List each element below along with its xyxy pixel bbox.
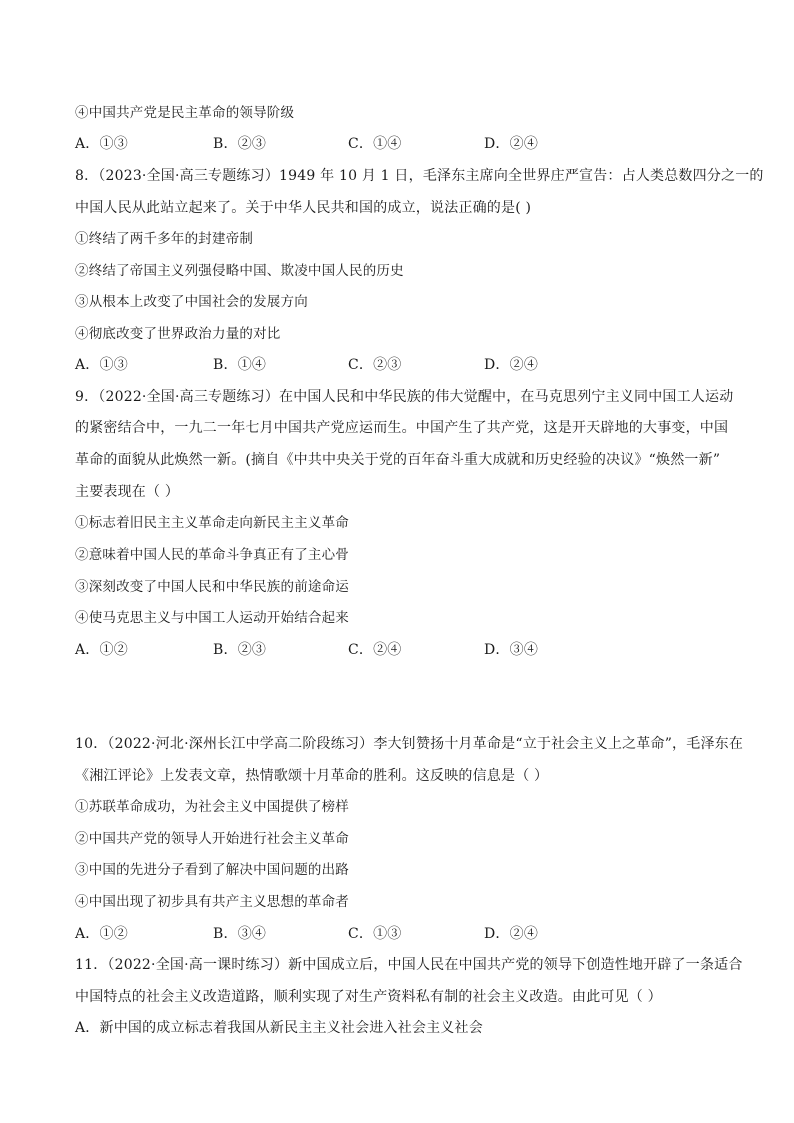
q8-stem-line-2: 中国人民从此站立起来了。关于中华人民共和国的成立，说法正确的是( ) — [75, 200, 532, 216]
q9-statement-3: ③深刻改变了中国人民和中华民族的前途命运 — [75, 579, 349, 595]
q8-option-c[interactable]: C．②③ — [348, 357, 402, 373]
q8-statement-3: ③从根本上改变了中国社会的发展方向 — [75, 294, 308, 310]
q8-option-d[interactable]: D．②④ — [484, 357, 539, 373]
q10-stem-line-1: 10．（2022·河北·深州长江中学高二阶段练习）李大钊赞扬十月革命是“立于社会主义上之革命”，毛泽东在 — [75, 736, 744, 752]
q7-statement-4: ④中国共产党是民主革命的领导阶级 — [75, 105, 295, 121]
q9-statement-2: ②意味着中国人民的革命斗争真正有了主心骨 — [75, 547, 349, 563]
q10-statement-2: ②中国共产党的领导人开始进行社会主义革命 — [75, 831, 349, 847]
q7-option-a[interactable]: A．①③ — [75, 136, 128, 152]
q8-statement-4: ④彻底改变了世界政治力量的对比 — [75, 326, 281, 342]
q8-statement-1: ①终结了两千多年的封建帝制 — [75, 231, 254, 247]
q9-option-a[interactable]: A．①② — [75, 642, 128, 658]
q11-option-a[interactable]: A．新中国的成立标志着我国从新民主主义社会进入社会主义社会 — [75, 1020, 483, 1036]
q9-stem-line-4: 主要表现在（ ） — [75, 484, 180, 500]
q7-option-d[interactable]: D．②④ — [484, 136, 539, 152]
q7-option-b[interactable]: B．②③ — [213, 136, 267, 152]
q10-statement-4: ④中国出现了初步具有共产主义思想的革命者 — [75, 894, 349, 910]
q10-option-b[interactable]: B．③④ — [213, 926, 267, 942]
q9-statement-4: ④使马克思主义与中国工人运动开始结合起来 — [75, 610, 349, 626]
q10-option-c[interactable]: C．①③ — [348, 926, 402, 942]
q10-option-d[interactable]: D．②④ — [484, 926, 539, 942]
q10-option-a[interactable]: A．①② — [75, 926, 128, 942]
q10-statement-3: ③中国的先进分子看到了解决中国问题的出路 — [75, 862, 349, 878]
q10-statement-1: ①苏联革命成功，为社会主义中国提供了榜样 — [75, 799, 349, 815]
q7-option-c[interactable]: C．①④ — [348, 136, 402, 152]
q8-option-a[interactable]: A．①③ — [75, 357, 128, 373]
q9-stem-line-2: 的紧密结合中，一九二一年七月中国共产党应运而生。中国产生了共产党，这是开天辟地的大事变，中国 — [75, 420, 729, 436]
q11-stem-line-2: 中国特点的社会主义改造道路，顺利实现了对生产资料私有制的社会主义改造。由此可见（ ） — [75, 989, 662, 1005]
q9-option-b[interactable]: B．②③ — [213, 642, 267, 658]
q9-stem-line-1: 9．（2022·全国·高三专题练习）在中国人民和中华民族的伟大觉醒中，在马克思列宁主义同中国工人运动 — [75, 389, 734, 405]
q8-stem-line-1: 8．（2023·全国·高三专题练习）1949 年 10 月 1 日，毛泽东主席向全世界庄严宣告：占人类总数四分之一的 — [75, 168, 764, 184]
q8-statement-2: ②终结了帝国主义列强侵略中国、欺凌中国人民的历史 — [75, 263, 404, 279]
q9-statement-1: ①标志着旧民主主义革命走向新民主主义革命 — [75, 515, 349, 531]
q8-option-b[interactable]: B．①④ — [213, 357, 267, 373]
q9-option-c[interactable]: C．②④ — [348, 642, 402, 658]
q9-option-d[interactable]: D．③④ — [484, 642, 539, 658]
q11-stem-line-1: 11．（2022·全国·高一课时练习）新中国成立后，中国人民在中国共产党的领导下创造性地开辟了一条适合 — [75, 957, 743, 973]
q10-stem-line-2: 《湘江评论》上发表文章，热情歌颂十月革命的胜利。这反映的信息是（ ） — [75, 768, 549, 784]
q9-stem-line-3: 革命的面貌从此焕然一新。(摘自《中共中央关于党的百年奋斗重大成就和历史经验的决议》“焕然一新” — [75, 452, 721, 468]
